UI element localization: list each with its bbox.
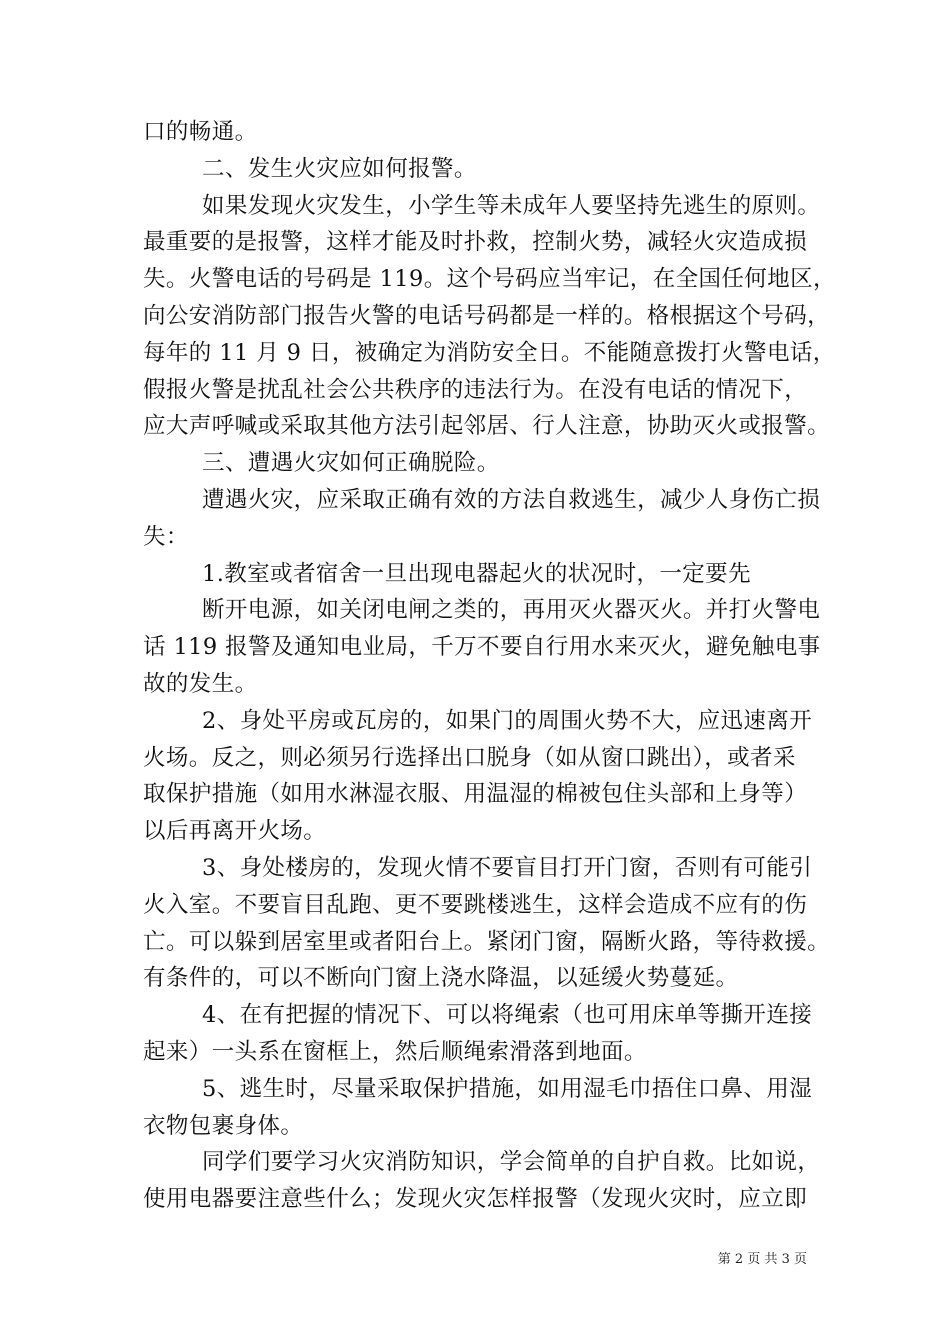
- text-line: 断开电源，如关闭电闸之类的，再用灭火器灭火。并打火警电: [202, 597, 821, 624]
- text-line: 亡。可以躲到居室里或者阳台上。紧闭门窗，隔断火路，等待救援。: [143, 928, 831, 955]
- text-line: 使用电器要注意些什么；发现火灾怎样报警（发现火灾时，应立即: [143, 1186, 808, 1213]
- text-line: 故的发生。: [143, 670, 258, 697]
- text-line: 以后再离开火场。: [143, 818, 327, 845]
- text-line: 最重要的是报警，这样才能及时扑救，控制火势，减轻火灾造成损: [143, 229, 808, 256]
- text-line: 每年的 11 月 9 日，被确定为消防安全日。不能随意拨打火警电话，: [143, 339, 836, 366]
- section-heading: 三、遭遇火灾如何正确脱险。: [202, 450, 500, 477]
- text-line: 向公安消防部门报告火警的电话号码都是一样的。格根据这个号码，: [143, 302, 831, 329]
- section-heading: 二、发生火灾应如何报警。: [202, 155, 477, 182]
- list-item-line: 1.教室或者宿舍一旦出现电器起火的状况时，一定要先: [202, 560, 751, 587]
- text-line: 有条件的，可以不断向门窗上浇水降温，以延缓火势蔓延。: [143, 965, 739, 992]
- text-line: 起来）一头系在窗框上，然后顺绳索滑落到地面。: [143, 1038, 647, 1065]
- text-line: 火场。反之，则必须另行选择出口脱身（如从窗口跳出），或者采: [143, 744, 796, 771]
- text-line: 如果发现火灾发生，小学生等未成年人要坚持先逃生的原则。: [202, 192, 821, 219]
- document-body: [143, 114, 836, 1218]
- text-line: 失。火警电话的号码是 119。这个号码应当牢记，在全国任何地区，: [143, 266, 836, 293]
- text-line: 遭遇火灾，应采取正确有效的方法自救逃生，减少人身伤亡损: [202, 486, 821, 513]
- text-line: 火入室。不要盲目乱跑、更不要跳楼逃生，这样会造成不应有的伤: [143, 891, 808, 918]
- text-line: 取保护措施（如用水淋湿衣服、用温湿的棉被包住头部和上身等）: [143, 781, 808, 808]
- list-item-line: 2、身处平房或瓦房的，如果门的周围火势不大，应迅速离开: [202, 707, 813, 734]
- text-line: 口的畅通。: [143, 119, 258, 145]
- list-item-line: 3、身处楼房的，发现火情不要盲目打开门窗，否则有可能引: [202, 854, 813, 881]
- text-line: 衣物包裹身体。: [143, 1112, 304, 1139]
- page-number-footer: 第 2 页 共 3 页: [717, 1252, 807, 1267]
- text-line: 假报火警是扰乱社会公共秩序的违法行为。在没有电话的情况下，: [143, 376, 808, 403]
- text-line: 应大声呼喊或采取其他方法引起邻居、行人注意，协助灭火或报警。: [143, 413, 831, 440]
- text-line: 同学们要学习火灾消防知识，学会简单的自护自救。比如说，: [202, 1149, 821, 1176]
- text-line: 话 119 报警及通知电业局，千万不要自行用水来灭火，避免触电事: [143, 634, 821, 661]
- text-line: 失：: [143, 523, 189, 550]
- list-item-line: 5、逃生时，尽量采取保护措施，如用湿毛巾捂住口鼻、用湿: [202, 1075, 813, 1102]
- list-item-line: 4、在有把握的情况下、可以将绳索（也可用床单等撕开连接: [202, 1002, 813, 1029]
